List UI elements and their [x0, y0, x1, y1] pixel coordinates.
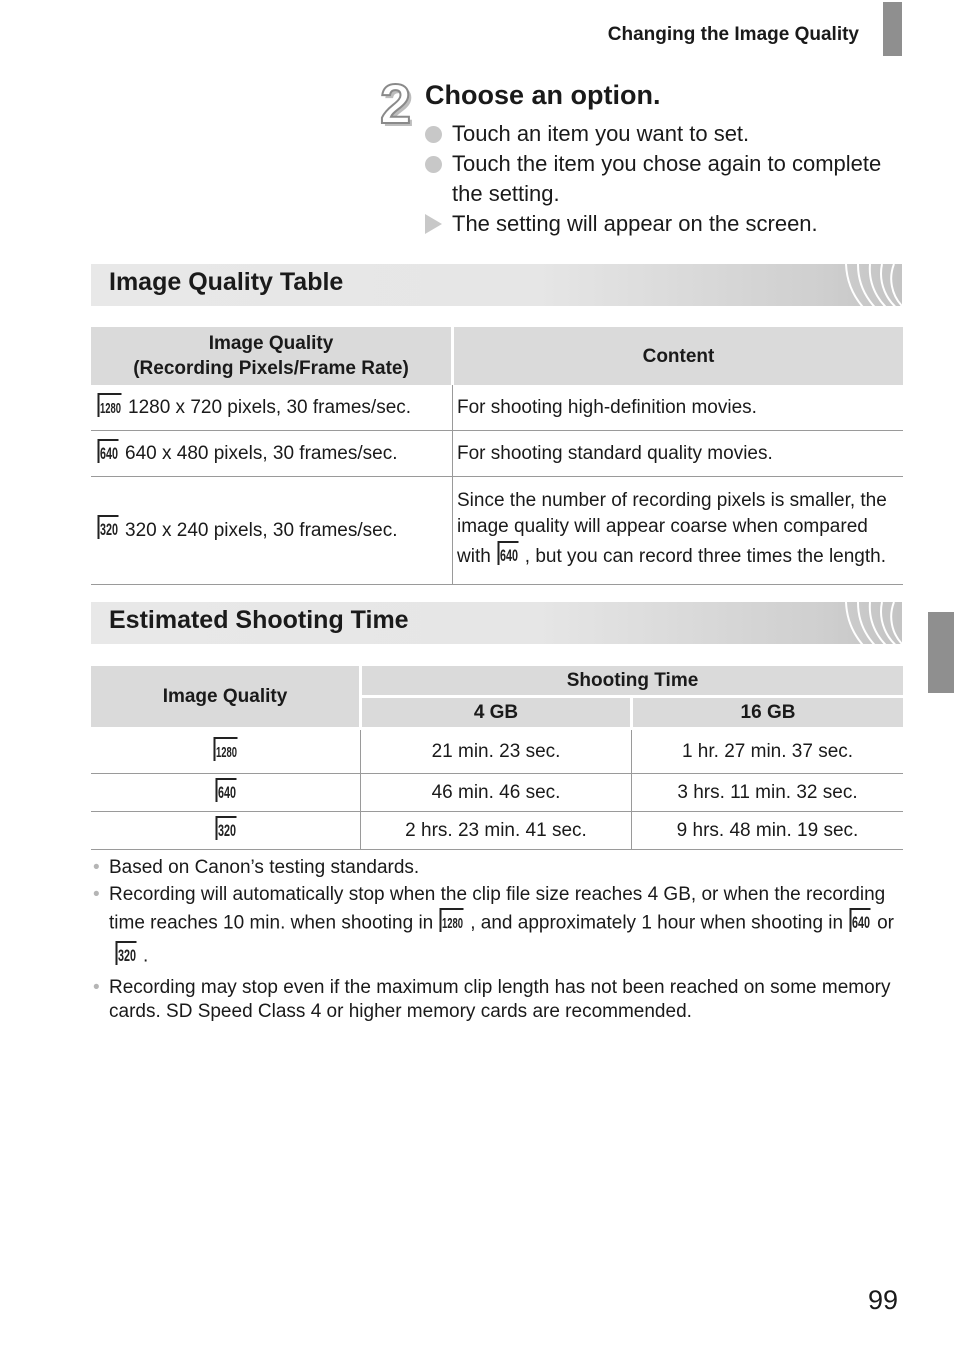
svg-text:1280: 1280 — [216, 743, 237, 761]
column-header-content: Content — [453, 327, 904, 385]
chapter-tab-marker — [928, 612, 954, 693]
step-bullet: Touch an item you want to set. — [425, 119, 895, 149]
svg-text:320: 320 — [118, 946, 136, 965]
bullet-icon: • — [93, 977, 100, 998]
column-header-16gb: 16 GB — [632, 697, 904, 729]
note-item: • Based on Canon’s testing standards. — [93, 857, 420, 878]
movie-320-icon — [215, 820, 237, 846]
circle-bullet-icon — [425, 156, 442, 173]
section-header-quality-table — [91, 264, 902, 306]
column-header-shooting-time: Shooting Time — [361, 666, 904, 697]
column-header-4gb: 4 GB — [361, 697, 632, 729]
image-quality-table — [91, 327, 903, 585]
decorative-arcs-icon — [832, 602, 902, 644]
svg-text:1280: 1280 — [100, 399, 121, 417]
movie-320-icon — [97, 514, 119, 548]
svg-text:640: 640 — [499, 545, 518, 565]
table-row: 640 640 x 480 pixels, 30 frames/sec. For shooting standard quality movies. — [91, 431, 903, 477]
step-title: Choose an option. — [425, 80, 661, 110]
svg-text:640: 640 — [852, 913, 871, 932]
step-number: 2 — [380, 72, 412, 135]
svg-text:640: 640 — [217, 782, 236, 802]
movie-640-icon — [849, 907, 871, 940]
table-row: 320 320 x 240 pixels, 30 frames/sec. Since the number of recording pixels is smaller, the image quality will appear coarse when compared with 640 , but you can record three times the length. — [91, 477, 903, 585]
section-title: Estimated Shooting Time — [109, 606, 409, 634]
movie-640-icon — [97, 438, 119, 470]
step-result: The setting will appear on the screen. — [425, 209, 895, 239]
bullet-icon: • — [93, 857, 100, 878]
table-row: 640 46 min. 46 sec. 3 hrs. 11 min. 32 sec. — [91, 774, 903, 812]
table-row: 1280 1280 x 720 pixels, 30 frames/sec. For shooting high-definition movies. — [91, 385, 903, 431]
shooting-time-table — [91, 666, 903, 850]
header-tab-marker — [883, 2, 902, 56]
page-number: 99 — [868, 1285, 899, 1315]
movie-1280-icon — [439, 907, 464, 940]
section-title: Image Quality Table — [109, 268, 344, 296]
note-item: • Recording may stop even if the maximum clip length has not been reached on some memory cards. SD Speed Class 4 or higher memory cards are recommended. — [93, 977, 891, 1022]
movie-320-icon — [115, 940, 137, 973]
running-header: Changing the Image Quality — [607, 24, 859, 45]
note-item: • Recording will automatically stop when the clip file size reaches 4 GB, or when the recording time reaches 10 min. when shooting in 1280 , and approximately 1 hour when shooting in 640 or 320 . — [91, 883, 903, 973]
section-header-shooting-time — [91, 602, 902, 644]
svg-text:640: 640 — [100, 443, 118, 463]
column-header-quality: Image Quality — [91, 666, 361, 729]
notes-list — [91, 856, 903, 1027]
column-header-quality: Image Quality (Recording Pixels/Frame Rate) — [91, 327, 453, 385]
movie-1280-icon — [97, 392, 122, 424]
svg-text:320: 320 — [100, 519, 118, 539]
table-row: 320 2 hrs. 23 min. 41 sec. 9 hrs. 48 min. 19 sec. — [91, 812, 903, 850]
movie-640-icon — [497, 540, 519, 574]
svg-text:1280: 1280 — [442, 915, 464, 932]
bullet-icon: • — [93, 884, 100, 905]
step-bullets — [425, 119, 895, 239]
decorative-arcs-icon — [832, 264, 902, 306]
triangle-bullet-icon — [425, 214, 442, 234]
svg-text:320: 320 — [217, 820, 236, 840]
table-row: 1280 21 min. 23 sec. 1 hr. 27 min. 37 sec. — [91, 729, 903, 774]
step-bullet: Touch the item you chose again to complete the setting. — [425, 149, 895, 209]
movie-640-icon — [215, 782, 237, 808]
movie-1280-icon — [213, 743, 238, 767]
circle-bullet-icon — [425, 126, 442, 143]
